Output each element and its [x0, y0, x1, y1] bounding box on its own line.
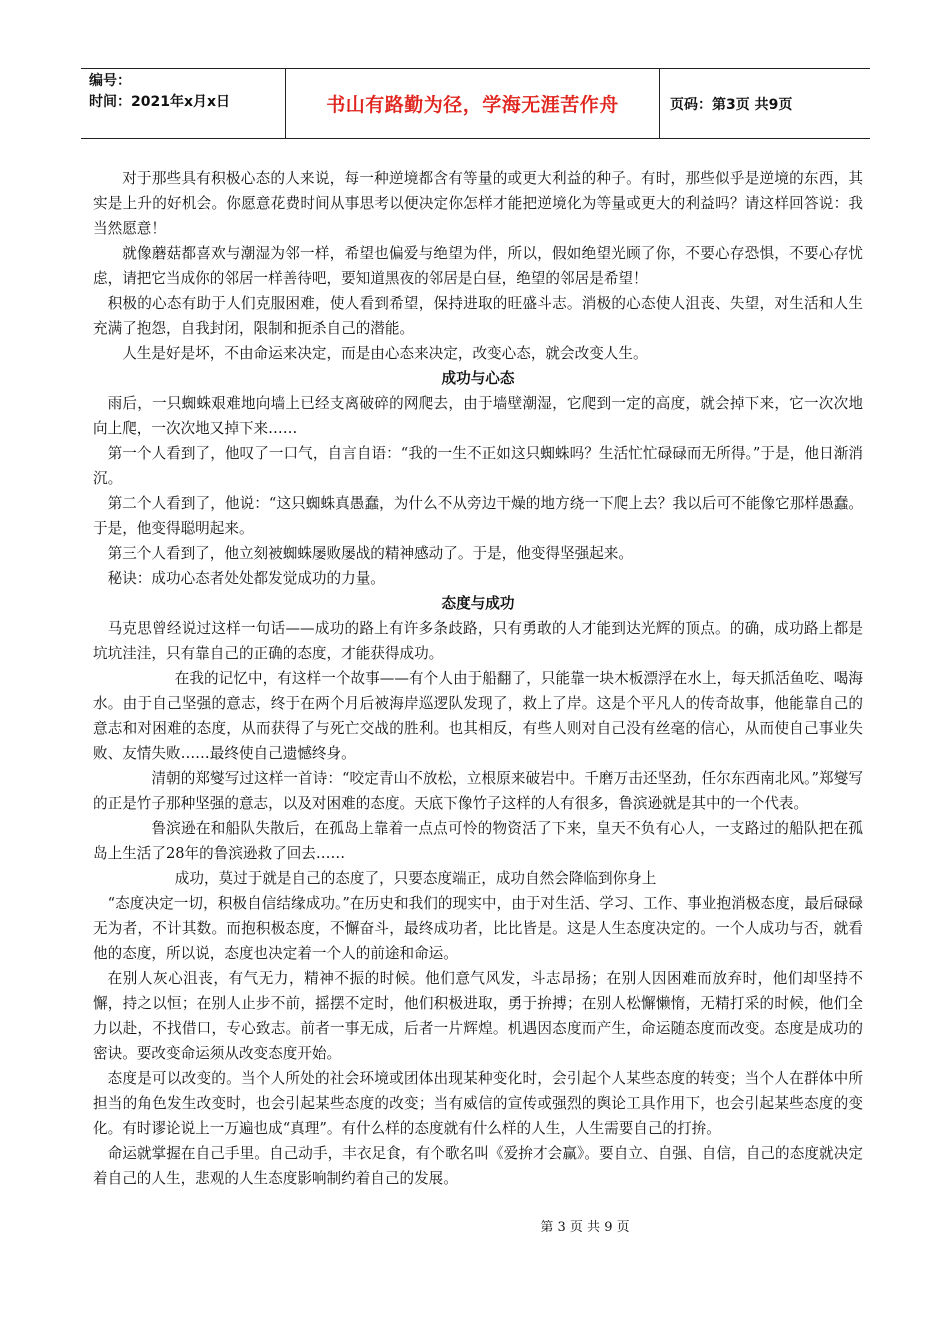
paragraph: 态度是可以改变的。当个人所处的社会环境或团体出现某种变化时，会引起个人某些态度的转变；当个人在群体中所担当的角色发生改变时，也会引起某些态度的改变；当有威信的宣传或强烈的舆论工具作用下，也会引起某些态度的变化。有时谬论说上一万遍也成“真理”。有什么样的态度就有什么样的人生，人生需要自己的打拚。 — [93, 1070, 863, 1137]
paragraph: 在别人灰心沮丧，有气无力，精神不振的时候。他们意气风发，斗志昂扬；在别人因困难而放弃时，他们却坚持不懈，持之以恒；在别人止步不前，摇摆不定时，他们积极进取，勇于拚搏；在别人松懈懒惰，无精打采的时候，他们全力以赴，不找借口，专心致志。前者一事无成，后者一片辉煌。机遇因态度而产生，命运随态度而改变。态度是成功的密诀。要改变命运须从改变态度开始。 — [93, 970, 863, 1062]
paragraph: 第三个人看到了，他立刻被蜘蛛屡败屡战的精神感动了。于是，他变得坚强起来。 — [107, 545, 633, 562]
page-footer: 第 3 页 共 9 页 — [540, 1220, 630, 1235]
section-title: 成功与心态 — [441, 370, 515, 387]
number-label: 编号： — [89, 73, 131, 89]
header-motto: 书山有路勤为径，学海无涯苦作舟 — [286, 69, 660, 138]
paragraph: 雨后，一只蜘蛛艰难地向墙上已经支离破碎的网爬去，由于墙壁潮湿，它爬到一定的高度，就会掉下来，它一次次地向上爬，一次次地又掉下来…… — [93, 395, 863, 437]
paragraph: 积极的心态有助于人们克服困难，使人看到希望，保持进取的旺盛斗志。消极的心态使人沮丧、失望，对生活和人生充满了抱怨，自我封闭，限制和扼杀自己的潜能。 — [93, 295, 863, 337]
document-body — [93, 166, 863, 1191]
paragraph: 人生是好是坏，不由命运来决定，而是由心态来决定，改变心态，就会改变人生。 — [122, 345, 648, 362]
paragraph: 马克思曾经说过这样一句话——成功的路上有许多条歧路，只有勇敢的人才能到达光辉的顶点。的确，成功路上都是坑坑洼洼，只有靠自己的正确的态度，才能获得成功。 — [93, 620, 863, 662]
paragraph: 命运就掌握在自己手里。自己动手，丰衣足食，有个歌名叫《爱拚才会赢》。要自立、自强、自信，自己的态度就决定着自己的人生，悲观的人生态度影响制约着自己的发展。 — [93, 1145, 863, 1187]
paragraph: 鲁滨逊在和船队失散后，在孤岛上靠着一点点可怜的物资活了下来，皇天不负有心人，一支路过的船队把在孤岛上生活了28年的鲁滨逊救了回去…… — [93, 820, 863, 862]
section-title: 态度与成功 — [441, 595, 515, 612]
paragraph: 清朝的郑燮写过这样一首诗：“咬定青山不放松，立根原来破岩中。千磨万击还坚劲，任尔东西南北风。”郑燮写的正是竹子那种坚强的意志，以及对困难的态度。天底下像竹子这样的人有很多，鲁滨逊就是其中的一个代表。 — [93, 770, 863, 812]
paragraph: 对于那些具有积极心态的人来说，每一种逆境都含有等量的或更大利益的种子。有时，那些似乎是逆境的东西，其实是上升的好机会。你愿意花费时间从事思考以便决定你怎样才能把逆境化为等量或更大的利益吗？请这样回答说：我当然愿意！ — [93, 170, 863, 237]
paragraph: 第一个人看到了，他叹了一口气，自言自语：“我的一生不正如这只蜘蛛吗？生活忙忙碌碌而无所得。”于是，他日渐消沉。 — [93, 445, 863, 487]
date-label: 时间：2021年x月x日 — [89, 94, 231, 110]
paragraph: 成功，莫过于就是自己的态度了，只要态度端正，成功自然会降临到你身上 — [174, 870, 657, 887]
paragraph: 第二个人看到了，他说：“这只蜘蛛真愚蠢，为什么不从旁边干燥的地方绕一下爬上去？我以后可不能像它那样愚蠢。于是，他变得聪明起来。 — [93, 495, 863, 537]
paragraph: 就像蘑菇都喜欢与潮湿为邻一样，希望也偏爱与绝望为伴，所以，假如绝望光顾了你，不要心存恐惧，不要心存忧虑，请把它当成你的邻居一样善待吧，要知道黑夜的邻居是白昼，绝望的邻居是希望！ — [93, 245, 863, 287]
header-meta — [81, 69, 286, 138]
paragraph: “态度决定一切，积极自信结缘成功。”在历史和我们的现实中，由于对生活、学习、工作、事业抱消极态度，最后碌碌无为者，不计其数。而抱积极态度，不懈奋斗，最终成功者，比比皆是。这是人生态度决定的。一个人成功与否，就看他的态度，所以说，态度也决定着一个人的前途和命运。 — [93, 895, 863, 962]
paragraph: 在我的记忆中，有这样一个故事——有个人由于船翻了，只能靠一块木板漂浮在水上，每天抓活鱼吃、喝海水。由于自己坚强的意志，终于在两个月后被海岸巡逻队发现了，救上了岸。这是个平凡人的传奇故事，他能靠自己的意志和对困难的态度，从而获得了与死亡交战的胜利。也其相反，有些人则对自己没有丝毫的信心，从而使自己事业失败、友情失败……最终使自己遗憾终身。 — [93, 670, 863, 762]
page-header — [81, 68, 870, 139]
header-page-label: 页码：第3页 共9页 — [670, 96, 793, 113]
paragraph: 秘诀：成功心态者处处都发觉成功的力量。 — [107, 570, 385, 587]
